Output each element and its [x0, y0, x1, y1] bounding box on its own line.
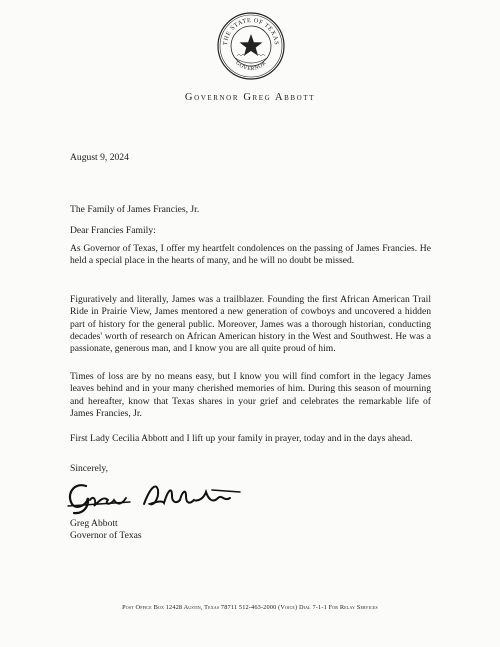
letter-paragraph: As Governor of Texas, I offer my heartfelt condolences on the passing of James Francies. He held a special place in the hearts of many, and he will no doubt be missed. — [70, 243, 431, 267]
handwritten-signature — [64, 476, 254, 516]
svg-text:THE STATE OF TEXAS: THE STATE OF TEXAS — [221, 16, 281, 46]
letterhead-name: Governor Greg Abbott — [184, 92, 316, 103]
letter-closing: Sincerely, — [70, 463, 109, 474]
letter-recipient: The Family of James Francies, Jr. — [70, 204, 200, 215]
svg-text:GOVERNOR: GOVERNOR — [234, 60, 268, 73]
letter-date: August 9, 2024 — [70, 152, 129, 163]
letter-paragraph: Figuratively and literally, James was a trailblazer. Founding the first African American Trail Ride in Prairie View, James mentored a new generation of cowboys and uncovered a hidden part of history for the general public. Moreover, James was a thorough historian, conducting decades' worth of research on African American history in the West and Southwest. He was a passionate, generous man, and I know you are all quite proud of him. — [70, 294, 431, 355]
texas-state-seal — [217, 12, 285, 80]
letterhead-footer: Post Office Box 12428 Austin, Texas 78711 512-463-2000 (Voice) Dial 7-1-1 For Relay Services — [122, 604, 378, 611]
letter-paragraph: Times of loss are by no means easy, but I know you will find comfort in the legacy James leaves behind and in your many cherished memories of him. During this season of mourning and hereafter, know that Texas shares in your grief and celebrates the remarkable life of James Francies, Jr. — [70, 371, 431, 419]
letter-paragraph: First Lady Cecilia Abbott and I lift up your family in prayer, today and in the days ahead. — [70, 433, 413, 444]
signer-name: Greg Abbott — [70, 518, 118, 529]
letter-salutation: Dear Francies Family: — [70, 225, 156, 236]
signer-title: Governor of Texas — [70, 530, 142, 541]
